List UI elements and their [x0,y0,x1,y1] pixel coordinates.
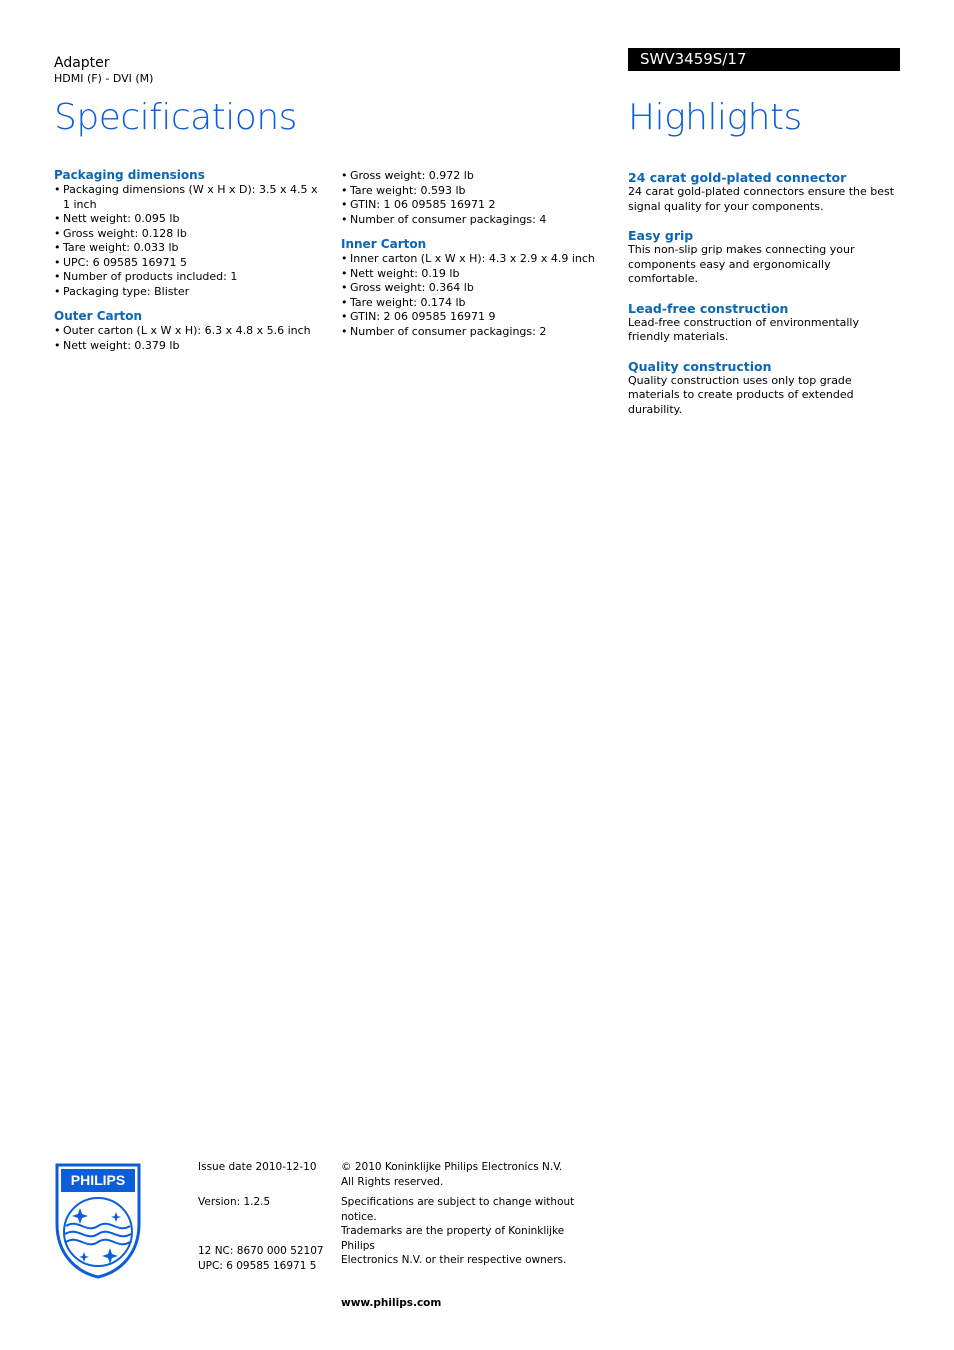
disclaimer-line: Trademarks are the property of Koninklijke Philips [341,1225,565,1252]
version: Version: 1.2.5 [198,1195,271,1208]
disclaimer-block [341,1195,601,1268]
copyright-line: All Rights reserved. [341,1175,444,1188]
spec-item: • Nett weight: 0.095 lb [54,212,324,227]
footer-left [198,1160,333,1273]
highlight-title: Quality construction [628,358,772,374]
product-type: Adapter [54,55,110,71]
spec-item: • UPC: 6 09585 16971 5 [54,256,324,271]
spec-list [54,324,324,353]
footer-right [341,1160,601,1310]
highlight-title: 24 carat gold-plated connector [628,170,847,185]
highlights-heading: Highlights [628,97,802,138]
highlight-text: Quality construction uses only top grade materials to create products of extended durability. [628,373,854,416]
spec-section-inner-carton [341,237,611,339]
spec-list [341,252,611,339]
spec-item: • Gross weight: 0.972 lb [341,169,611,184]
section-title: Inner Carton [341,237,427,251]
spec-item: • Inner carton (L x W x H): 4.3 x 2.9 x 4.9 inch [341,252,611,267]
spec-section-packaging-dimensions [54,168,324,299]
website-link[interactable]: www.philips.com [341,1296,442,1309]
philips-logo [54,1162,142,1280]
product-subtitle: HDMI (F) - DVI (M) [54,72,154,85]
spec-item: • Gross weight: 0.128 lb [54,227,324,242]
spec-item: • Number of consumer packagings: 4 [341,213,611,228]
spec-item: • Packaging type: Blister [54,285,324,300]
specs-column-1 [54,168,324,363]
highlight-gold-plated-connector [628,170,900,214]
spec-section-outer-carton [54,309,324,353]
nc-number: 12 NC: 8670 000 52107 [198,1245,324,1257]
highlight-title: Easy grip [628,228,694,243]
spec-item: • GTIN: 2 06 09585 16971 9 [341,310,611,325]
spec-item: • Number of products included: 1 [54,270,324,285]
highlight-quality-construction [628,359,900,418]
spec-item: • Number of consumer packagings: 2 [341,325,611,340]
highlight-title: Lead-free construction [628,300,789,316]
upc-number: UPC: 6 09585 16971 5 [198,1259,317,1272]
spec-item: • Gross weight: 0.364 lb [341,281,611,296]
highlight-easy-grip [628,228,900,287]
highlight-text: Lead-free construction of environmentally friendly materials. [628,315,859,343]
specs-column-2 [341,169,611,349]
logo-wordmark: PHILIPS [70,1172,126,1188]
spec-list [341,169,611,227]
spec-list [54,183,324,299]
highlight-text: 24 carat gold-plated connectors ensure the best signal quality for your components. [628,185,895,213]
specifications-heading: Specifications [54,97,297,138]
copyright-block [341,1160,601,1189]
spec-item: • Nett weight: 0.379 lb [54,339,324,354]
issue-date: Issue date 2010-12-10 [198,1161,317,1173]
disclaimer-line: Electronics N.V. or their respective owners. [341,1254,567,1266]
model-number-bar: SWV3459S/17 [628,48,900,71]
spec-item: • Nett weight: 0.19 lb [341,267,611,282]
copyright-line: © 2010 Koninklijke Philips Electronics N.V. [341,1161,563,1173]
spec-item: • Tare weight: 0.174 lb [341,296,611,311]
spec-item: • Tare weight: 0.593 lb [341,184,611,199]
spec-item: • Tare weight: 0.033 lb [54,241,324,256]
disclaimer-line: Specifications are subject to change without notice. [341,1196,575,1223]
spec-item: • Outer carton (L x W x H): 6.3 x 4.8 x 5.6 inch [54,324,324,339]
spec-section-outer-carton-continued [341,169,611,227]
section-title: Outer Carton [54,309,143,323]
spec-item: • GTIN: 1 06 09585 16971 2 [341,198,611,213]
highlights-column [628,170,900,431]
philips-shield-icon [54,1162,142,1280]
spec-item: • Packaging dimensions (W x H x D): 3.5 x 4.5 x 1 inch [54,183,324,212]
highlight-lead-free [628,301,900,345]
section-title: Packaging dimensions [54,168,205,182]
highlight-text: This non-slip grip makes connecting your components easy and ergonomically comfortable. [628,243,855,285]
